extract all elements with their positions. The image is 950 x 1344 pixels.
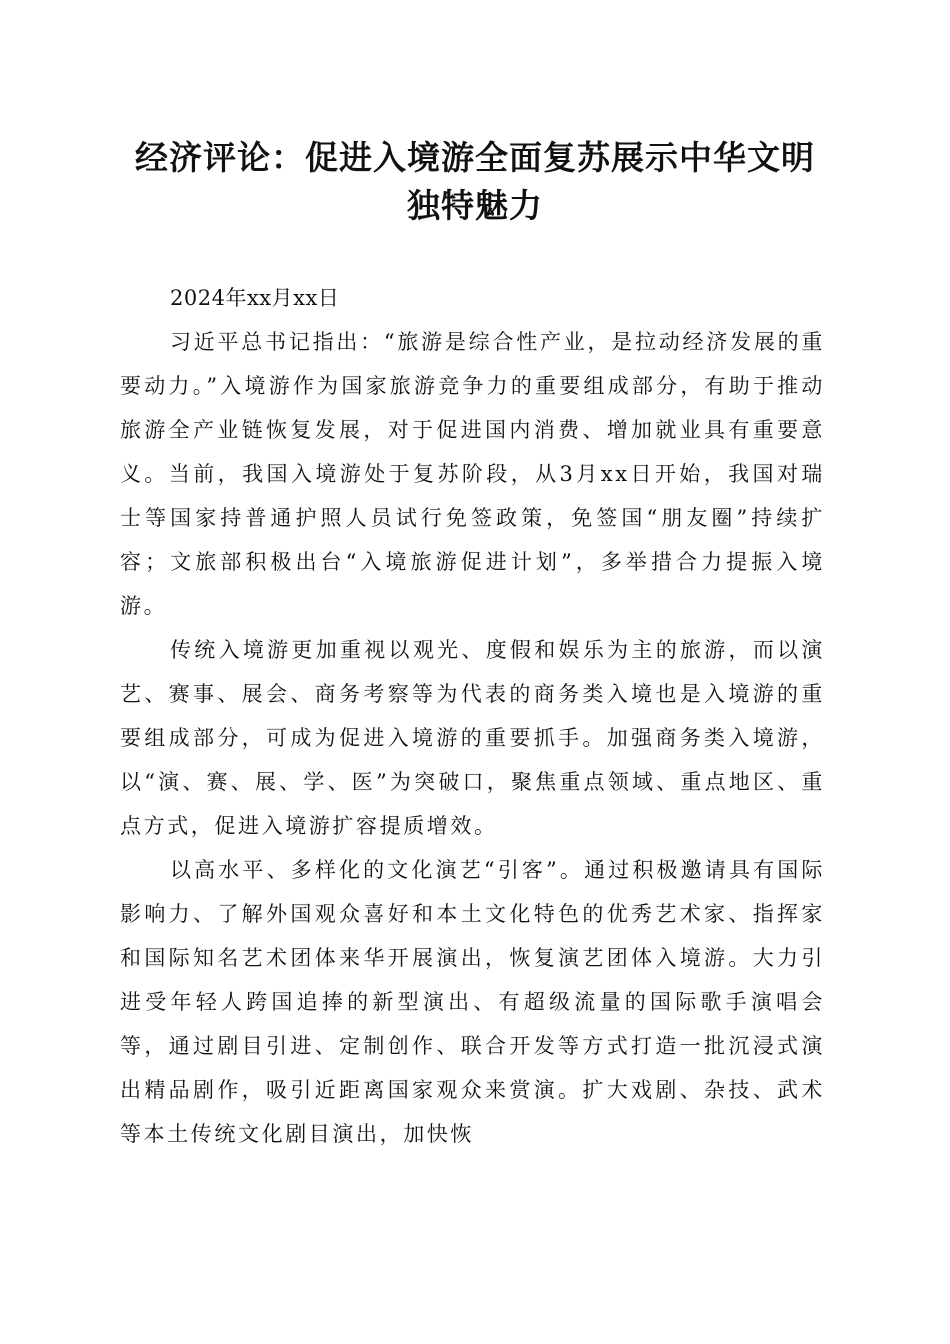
document-body <box>120 276 825 1156</box>
paragraph-2: 传统入境游更加重视以观光、度假和娱乐为主的旅游，而以演艺、赛事、展会、商务考察等为代表的商务类入境也是入境游的重要组成部分，可成为促进入境游的重要抓手。加强商务类入境游，以“演、赛、展、学、医”为突破口，聚焦重点领域、重点地区、重点方式，促进入境游扩容提质增效。 <box>120 638 825 838</box>
paragraph-1: 习近平总书记指出：“旅游是综合性产业，是拉动经济发展的重要动力。”入境游作为国家旅游竞争力的重要组成部分，有助于推动旅游全产业链恢复发展，对于促进国内消费、增加就业具有重要意义。当前，我国入境游处于复苏阶段，从3月xx日开始，我国对瑞士等国家持普通护照人员试行免签政策，免签国“朋友圈”持续扩容；文旅部积极出台“入境旅游促进计划”，多举措合力提振入境游。 <box>120 330 825 618</box>
paragraph-3: 以高水平、多样化的文化演艺“引客”。通过积极邀请具有国际影响力、了解外国观众喜好和本土文化特色的优秀艺术家、指挥家和国际知名艺术团体来华开展演出，恢复演艺团体入境游。大力引进受年轻人跨国追捧的新型演出、有超级流量的国际歌手演唱会等，通过剧目引进、定制创作、联合开发等方式打造一批沉浸式演出精品剧作，吸引近距离国家观众来赏演。扩大戏剧、杂技、武术等本土传统文化剧目演出，加快恢 <box>120 858 825 1146</box>
document-title <box>100 134 850 230</box>
title-line-2: 独特魅力 <box>407 186 543 225</box>
title-line-1: 经济评论：促进入境游全面复苏展示中华文明 <box>135 138 815 177</box>
document-date: 2024年xx月xx日 <box>170 286 340 310</box>
